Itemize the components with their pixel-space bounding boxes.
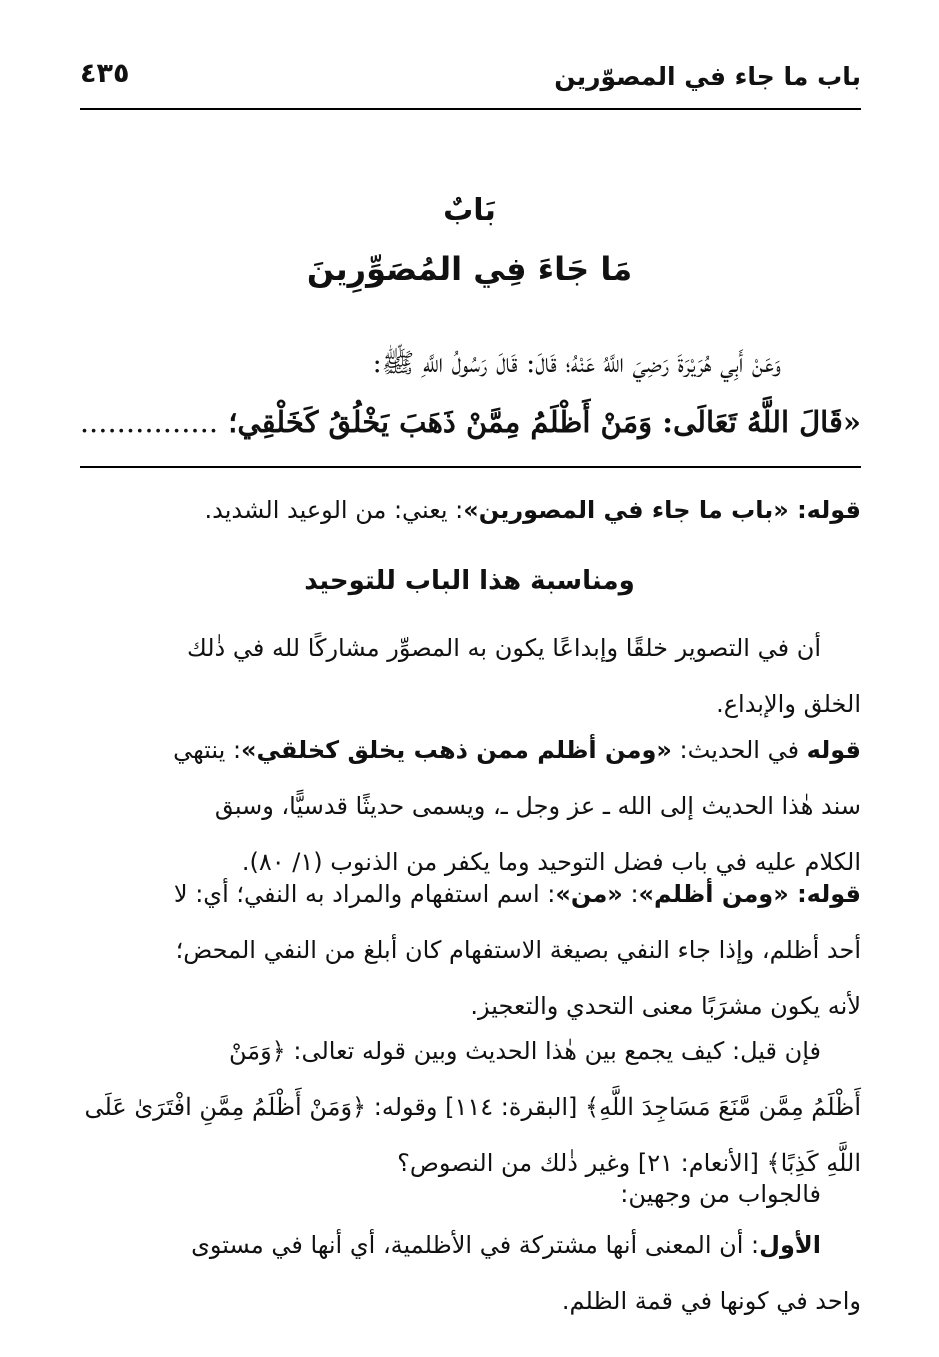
text-line (80, 722, 861, 778)
page-header (80, 52, 861, 110)
header-rule (80, 108, 861, 110)
text-line: واحد في كونها في قمة الظلم. (561, 1287, 861, 1315)
commentary-quote: «من» (555, 880, 623, 908)
chapter-title: مَا جَاءَ فِي المُصَوِّرِينَ (306, 250, 633, 288)
commentary-text: في الحديث: (671, 736, 807, 764)
page-number: ٤٣٥ (80, 58, 130, 89)
commentary-text: : ينتهي (173, 736, 242, 764)
text-line: الخلق والإبداع. (716, 690, 861, 718)
hadith-line-2-text: «قَالَ اللَّهُ تَعَالَى: وَمَنْ أَظْلَمُ مِمَّنْ ذَهَبَ يَخْلُقُ كَخَلْقِي؛ (228, 405, 861, 439)
commentary-paragraph-1 (80, 482, 861, 538)
text-line: أن في التصوير خلقًا وإبداعًا يكون به المصوِّر مشاركًا لله في ذٰلك (186, 634, 821, 662)
text-line: أحد أظلم، وإذا جاء النفي بصيغة الاستفهام كان أبلغ من النفي المحض؛ (175, 936, 861, 964)
running-title: باب ما جاء في المصوّرين (554, 62, 861, 91)
commentary-text: فإن قيل: كيف يجمع بين هٰذا الحديث وبين قوله تعالى: (285, 1037, 821, 1065)
hadith-line-2 (80, 405, 861, 439)
commentary-lemma: قوله: «ومن أظلم» (638, 880, 861, 908)
commentary-text: [البقرة: ١١٤] وقوله: (366, 1093, 586, 1121)
commentary-text: : (622, 880, 639, 908)
commentary-lemma: قوله (806, 736, 861, 764)
text-line (80, 866, 861, 922)
commentary-text: : اسم استفهام والمراد به النفي؛ أي: لا (173, 880, 556, 908)
text-line: سند هٰذا الحديث إلى الله ـ عز وجل ـ، ويسمى حديثًا قدسيًّا، وسبق (214, 792, 861, 820)
commentary-text: : يعني: من الوعيد الشديد. (204, 496, 464, 524)
text-line: الكلام عليه في باب فضل التوحيد وما يكفر من الذنوب (١/ ٨٠). (241, 848, 861, 876)
quran-quote: أَظْلَمُ مِمَّن مَّنَعَ مَسَاجِدَ اللَّهِ﴾ (585, 1093, 861, 1121)
text-line (80, 1023, 861, 1079)
quran-quote: اللَّهِ كَذِبًا﴾ (766, 1149, 861, 1177)
commentary-quote: «ومن أظلم ممن ذهب يخلق كخلقي» (241, 736, 672, 764)
section-heading: ومناسبة هذا الباب للتوحيد (304, 566, 635, 596)
text-line: لأنه يكون مشرَبًا معنى التحدي والتعجيز. (470, 992, 861, 1020)
commentary-paragraph-2 (80, 620, 861, 732)
text-line (80, 1079, 861, 1135)
commentary-lemma: قوله: «باب ما جاء في المصورين» (463, 496, 861, 524)
commentary-text: : أن المعنى أنها مشتركة في الأظلمية، أي أنها في مستوى (191, 1231, 760, 1259)
hadith-line-1: وَعَنْ أَبِي هُرَيْرَةَ رَضِيَ اللَّهُ عَنْهُ؛ قَالَ: قَالَ رَسُولُ اللَّهِ ﷺ: (372, 348, 781, 379)
commentary-lemma: الأول (759, 1231, 821, 1259)
commentary-text: [الأنعام: ٢١] وغير ذٰلك من النصوص؟ (397, 1149, 767, 1177)
footnote-divider (80, 466, 861, 468)
chapter-word: بَابٌ (443, 193, 496, 228)
text-line (80, 1217, 861, 1273)
commentary-paragraph-3 (80, 722, 861, 890)
continuation-dots: ............... (79, 405, 219, 439)
commentary-paragraph-6: فالجواب من وجهين: (620, 1180, 821, 1208)
commentary-paragraph-4 (80, 866, 861, 1034)
quran-quote: ﴿وَمَنْ (228, 1037, 286, 1065)
commentary-paragraph-7 (80, 1217, 861, 1329)
quran-quote: ﴿وَمَنْ أَظْلَمُ مِمَّنِ افْتَرَىٰ عَلَى (84, 1093, 367, 1121)
